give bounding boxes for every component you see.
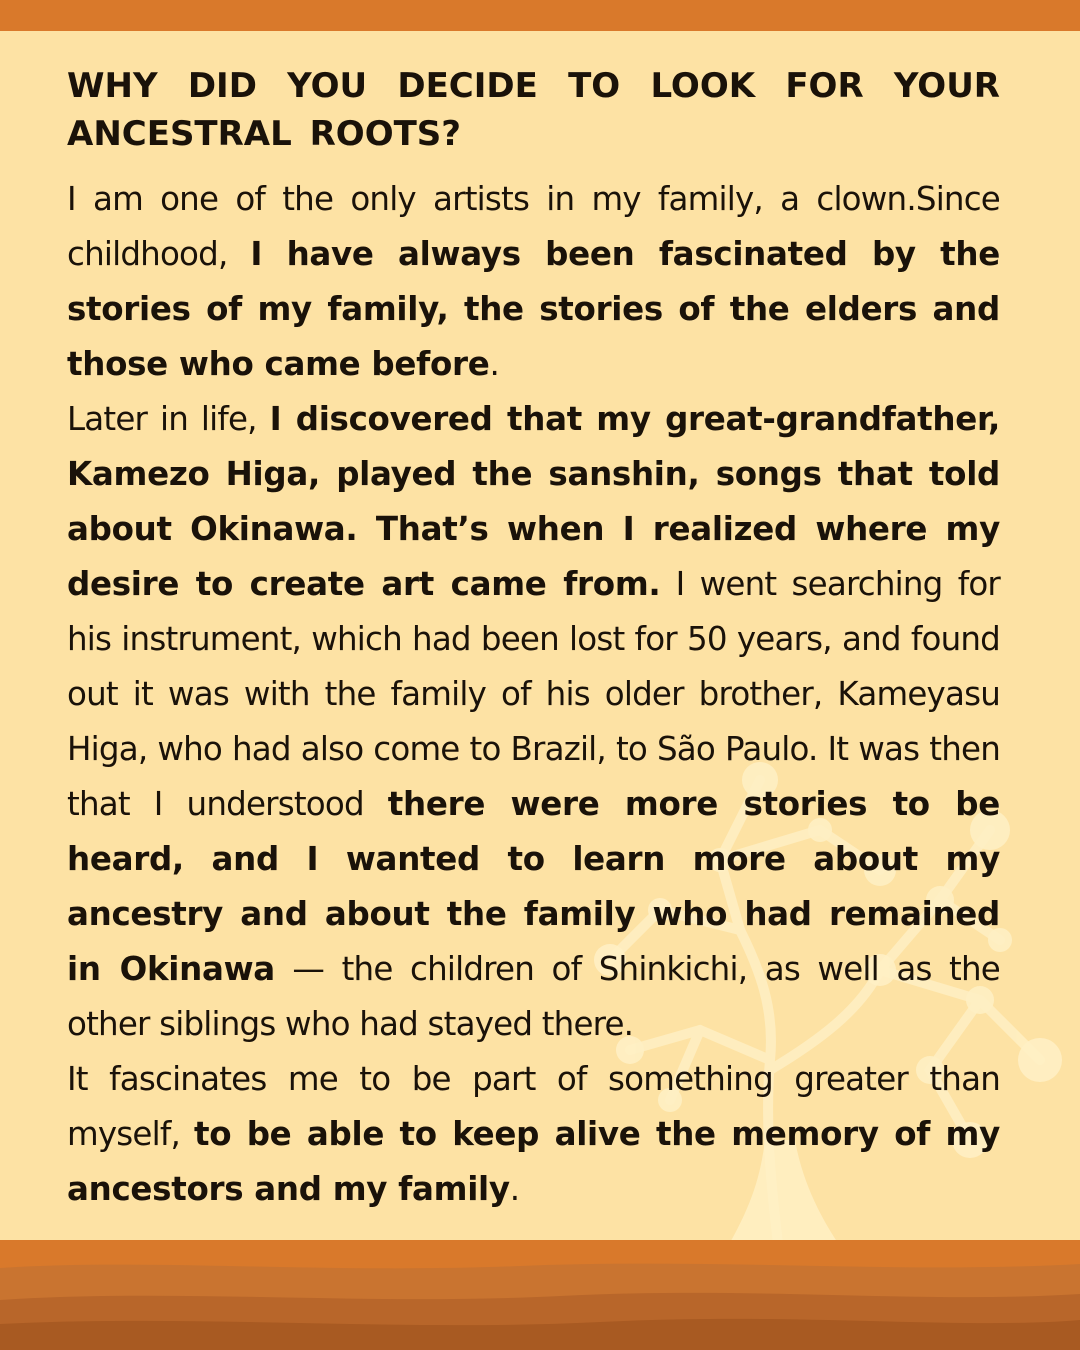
paragraph-2-segment-1: Later in life, xyxy=(67,400,270,438)
paragraph-3-segment-1: It fascinates me to be part of something greater than myself, xyxy=(67,1060,1000,1153)
bottom-wave-decoration xyxy=(0,1240,1080,1350)
question-heading: WHY DID YOU DECIDE TO LOOK FOR YOUR ANCESTRAL ROOTS? xyxy=(67,66,1000,154)
paragraph-2-segment-4: there were more stories to be heard, and I wanted to learn more about my ancestry and about the family who had remained in Okinawa xyxy=(67,785,1000,988)
paragraph-2-segment-5: — the children of Shinkichi, as well as the other siblings who had stayed there. xyxy=(67,950,1000,1043)
answer-paragraph-1 xyxy=(67,172,1000,392)
answer-paragraph-3 xyxy=(67,1052,1000,1217)
paragraph-1-segment-2: I have always been fascinated by the stories of my family, the stories of the elders and those who came before xyxy=(67,235,1001,383)
paragraph-1-segment-1: I am one of the only artists in my family, a clown.Since childhood, xyxy=(67,180,1000,273)
paragraph-2-segment-3: I went searching for his instrument, which had been lost for 50 years, and found out it was with the family of his older brother, Kameyasu Higa, who had also come to Brazil, to São Paulo. It was then that I understood xyxy=(67,565,1000,823)
paragraph-3-segment-2: to be able to keep alive the memory of my ancestors and my family xyxy=(67,1115,1000,1208)
paragraph-3-segment-3: . xyxy=(509,1170,520,1208)
paragraph-1-segment-3: . xyxy=(489,345,499,383)
answer-paragraph-2 xyxy=(67,392,1000,1052)
top-banner-stripe xyxy=(0,0,1080,31)
main-content xyxy=(67,62,1000,1217)
paragraph-2-segment-2: I discovered that my great-grandfather, Kamezo Higa, played the sanshin, songs that told about Okinawa. That’s when I realized where my desire to create art came from. xyxy=(67,400,1000,603)
